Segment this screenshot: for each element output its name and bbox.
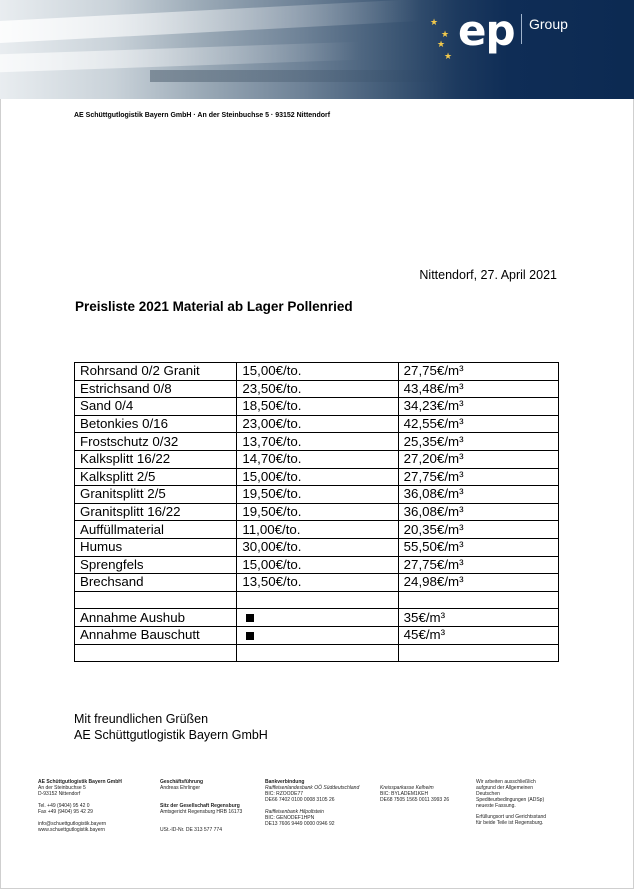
price-per-m3-cell: 27,20€/m³ [398, 450, 558, 468]
footer-management-heading: Geschäftsführung [160, 779, 204, 785]
table-row [75, 521, 559, 539]
price-per-m3-cell: 24,98€/m³ [398, 574, 558, 592]
footer-bank1-bic: BIC: RZOODE77 [265, 791, 304, 797]
price-per-m3-cell: 35€/m³ [398, 609, 558, 627]
table-row [75, 363, 559, 381]
material-cell: Estrichsand 0/8 [75, 380, 237, 398]
footer-city: D-93152 Nittendorf [38, 791, 81, 797]
price-per-m3-cell: 36,08€/m³ [398, 503, 558, 521]
material-cell: Annahme Aushub [75, 609, 237, 627]
footer-phone: Tel. +49 (9404) 95 42 0 [38, 803, 90, 809]
acceptance-row [75, 626, 559, 644]
empty-cell [237, 644, 398, 662]
banner-shadow-streak [150, 70, 450, 82]
logo-group-label: Group [529, 16, 568, 32]
date-line: Nittendorf, 27. April 2021 [419, 268, 557, 282]
footer-terms-line: Wir arbeiten ausschließlich [476, 779, 536, 785]
price-per-ton-cell: 23,00€/to. [237, 415, 398, 433]
footer-street: An der Steinbuchse 5 [38, 785, 86, 791]
logo-divider [521, 14, 522, 44]
price-per-m3-cell: 43,48€/m³ [398, 380, 558, 398]
material-cell: Betonkies 0/16 [75, 415, 237, 433]
price-per-m3-cell: 27,75€/m³ [398, 468, 558, 486]
footer-terms-line: Deutschen [476, 791, 500, 797]
star-icon: ★ [437, 39, 446, 49]
footer-management-column [160, 779, 242, 833]
price-per-ton-cell: 14,70€/to. [237, 450, 398, 468]
price-per-m3-cell: 27,75€/m³ [398, 556, 558, 574]
footer-terms-line: für beide Teile ist Regensburg. [476, 820, 544, 826]
footer-company: AE Schüttgutlogistik Bayern GmbH [38, 779, 122, 785]
footer-terms-line: Spediteurbedingungen (ADSp) [476, 797, 545, 803]
footer-bank3-name: Kreissparkasse Kelheim [380, 785, 434, 791]
footer-terms-line: neueste Fassung. [476, 803, 516, 809]
table-row [75, 486, 559, 504]
table-row [75, 468, 559, 486]
empty-cell [237, 591, 398, 609]
empty-cell [398, 591, 558, 609]
table-row [75, 574, 559, 592]
price-per-ton-cell: 19,50€/to. [237, 503, 398, 521]
material-cell: Kalksplitt 16/22 [75, 450, 237, 468]
footer-bank3-iban: DE68 7505 1565 0011 3993 26 [380, 797, 450, 803]
price-per-m3-cell: 25,35€/m³ [398, 433, 558, 451]
price-per-ton-cell: 19,50€/to. [237, 486, 398, 504]
star-icon: ★ [444, 51, 453, 61]
footer-bank2-name: Raiffeisenbank Hilpoltstein [265, 809, 324, 815]
price-per-m3-cell: 27,75€/m³ [398, 363, 558, 381]
banner-light-streak [0, 42, 360, 73]
footer-bank2-bic: BIC: GENODEF1HPN [265, 815, 315, 821]
price-table [74, 362, 559, 662]
bullet-cell [237, 609, 398, 627]
document-title: Preisliste 2021 Material ab Lager Pollenried [75, 299, 353, 314]
footer-bank1-name: Raiffeisenlandesbank OÖ Süddeutschland [265, 785, 360, 791]
material-cell: Rohrsand 0/2 Granit [75, 363, 237, 381]
footer-company-column [38, 779, 122, 833]
sender-address-line: AE Schüttgutlogistik Bayern GmbH · An der Steinbuchse 5 · 93152 Nittendorf [74, 112, 331, 119]
footer-bank2-iban: DE13 7606 9449 0000 0946 92 [265, 821, 335, 827]
price-per-ton-cell: 15,00€/to. [237, 556, 398, 574]
table-row-empty [75, 644, 559, 662]
table-row [75, 450, 559, 468]
footer-bank3-bic: BIC: BYLADEM1KEH [380, 791, 429, 797]
price-per-ton-cell: 13,70€/to. [237, 433, 398, 451]
footer-vat-id: USt.-ID-Nr. DE 313 577 774 [160, 827, 222, 833]
material-cell: Humus [75, 538, 237, 556]
material-cell: Auffüllmaterial [75, 521, 237, 539]
price-per-ton-cell: 15,00€/to. [237, 363, 398, 381]
table-row [75, 503, 559, 521]
table-row [75, 538, 559, 556]
price-per-m3-cell: 34,23€/m³ [398, 398, 558, 416]
header-banner [0, 0, 634, 99]
company-logo: ep [458, 6, 515, 55]
empty-cell [398, 644, 558, 662]
table-row [75, 433, 559, 451]
material-cell: Annahme Bauschutt [75, 626, 237, 644]
price-per-m3-cell: 20,35€/m³ [398, 521, 558, 539]
price-per-m3-cell: 42,55€/m³ [398, 415, 558, 433]
footer-fax: Fax +49 (9404) 95 42 29 [38, 809, 93, 815]
price-per-ton-cell: 15,00€/to. [237, 468, 398, 486]
acceptance-row [75, 609, 559, 627]
price-per-ton-cell: 23,50€/to. [237, 380, 398, 398]
footer-terms-line: aufgrund der Allgemeinen [476, 785, 533, 791]
price-per-m3-cell: 55,50€/m³ [398, 538, 558, 556]
material-cell: Granitsplitt 16/22 [75, 503, 237, 521]
closing-block [74, 711, 268, 743]
material-cell: Brechsand [75, 574, 237, 592]
footer-terms-line: Erfüllungsort und Gerichtsstand [476, 814, 547, 820]
footer-bank-column [265, 779, 359, 827]
square-bullet-icon [246, 632, 254, 640]
square-bullet-icon [246, 614, 254, 622]
price-per-m3-cell: 36,08€/m³ [398, 486, 558, 504]
material-cell: Sprengfels [75, 556, 237, 574]
closing-greeting: Mit freundlichen Grüßen [74, 712, 209, 726]
table-row [75, 556, 559, 574]
price-per-ton-cell: 11,00€/to. [237, 521, 398, 539]
footer-manager-name: Andreas Ehrlinger [160, 785, 201, 791]
star-icon: ★ [441, 29, 450, 39]
footer-email-link[interactable]: info@schuettgutlogistik.bayern [38, 821, 107, 827]
footer-terms-column [476, 779, 546, 826]
empty-cell [75, 644, 237, 662]
table-row [75, 398, 559, 416]
banner-light-streak [0, 0, 420, 43]
footer-bank1-iban: DE66 7402 0100 0008 3105 26 [265, 797, 335, 803]
footer-register: Amtsgericht Regensburg HRB 16173 [160, 809, 243, 815]
footer-bank3-column [380, 785, 449, 803]
price-per-ton-cell: 30,00€/to. [237, 538, 398, 556]
footer-seat-heading: Sitz der Gesellschaft Regensburg [160, 803, 240, 809]
price-per-ton-cell: 18,50€/to. [237, 398, 398, 416]
footer-web-link[interactable]: www.schuettgutlogistik.bayern [38, 827, 105, 833]
footer-bank-heading: Bankverbindung [265, 779, 305, 785]
empty-cell [75, 591, 237, 609]
material-cell: Granitsplitt 2/5 [75, 486, 237, 504]
material-cell: Frostschutz 0/32 [75, 433, 237, 451]
price-per-m3-cell: 45€/m³ [398, 626, 558, 644]
price-per-ton-cell: 13,50€/to. [237, 574, 398, 592]
table-row [75, 415, 559, 433]
table-row-empty [75, 591, 559, 609]
table-row [75, 380, 559, 398]
closing-company: AE Schüttgutlogistik Bayern GmbH [74, 728, 268, 742]
material-cell: Sand 0/4 [75, 398, 237, 416]
bullet-cell [237, 626, 398, 644]
material-cell: Kalksplitt 2/5 [75, 468, 237, 486]
star-icon: ★ [430, 17, 439, 27]
